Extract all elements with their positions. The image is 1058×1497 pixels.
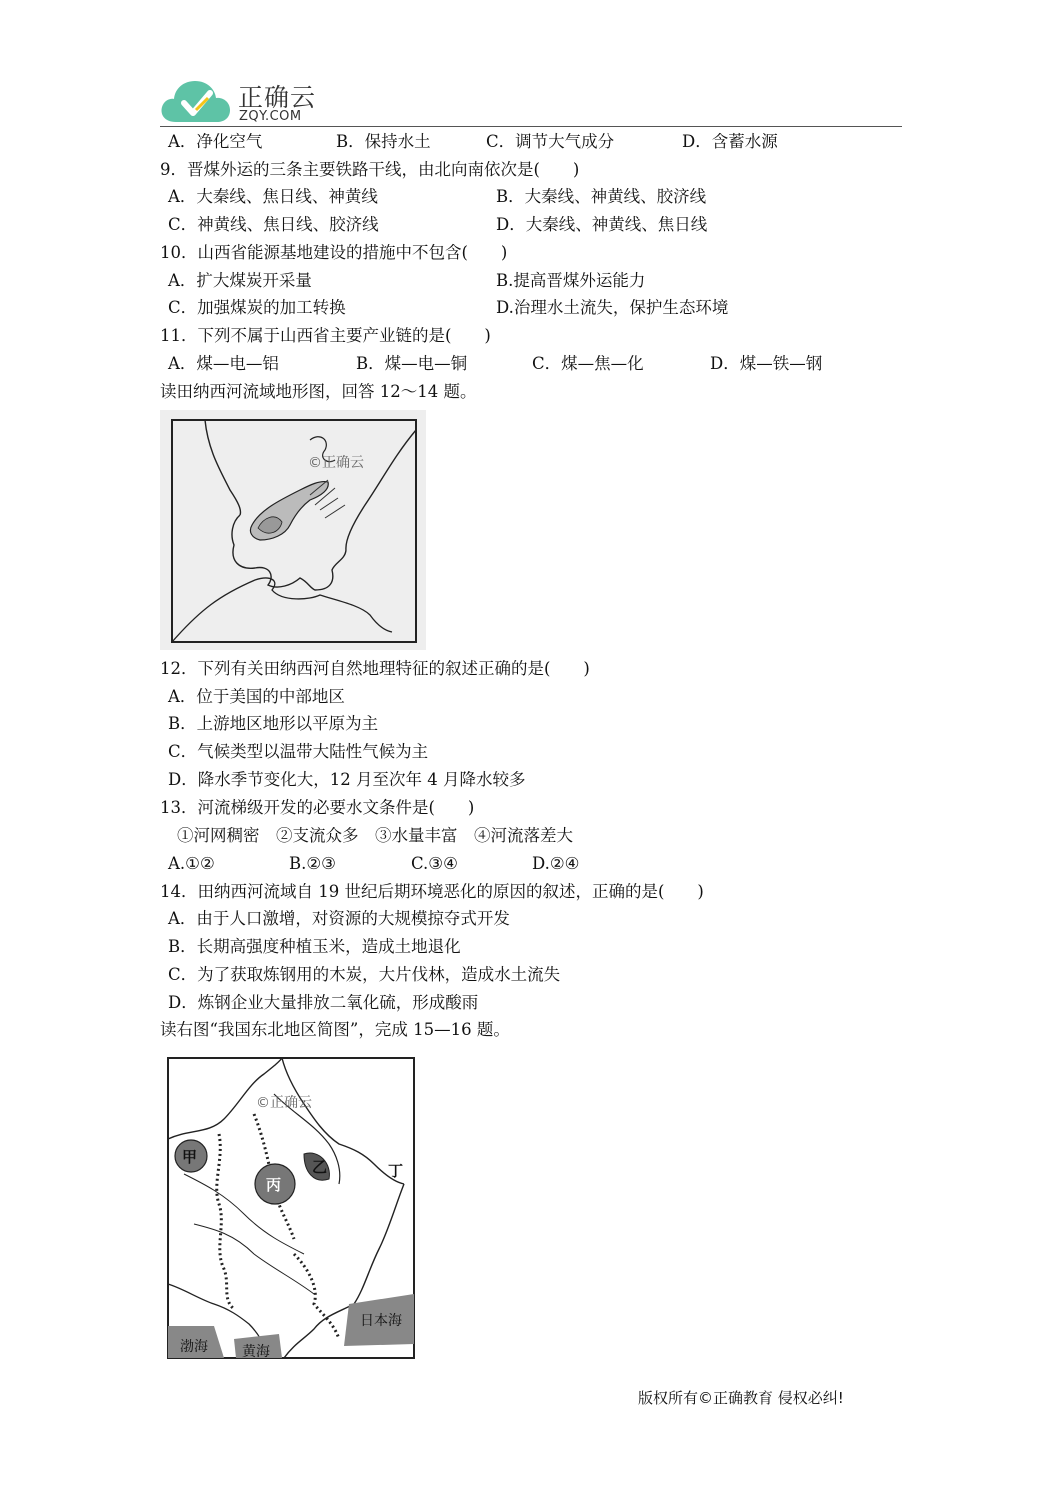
q14-option-a: A．由于人口激增，对资源的大规模掠夺式开发	[168, 909, 510, 928]
map2-label-bing: 丙	[266, 1176, 282, 1194]
q12-option-d: D．降水季节变化大，12 月至次年 4 月降水较多	[168, 770, 526, 789]
q9-option-c: C．神黄线、焦日线、胶济线	[168, 215, 379, 234]
tennessee-basin-map	[160, 410, 426, 650]
cloud-check-icon	[160, 76, 232, 126]
map1-watermark: ©正确云	[308, 455, 364, 471]
q11-option-c: C．煤—焦—化	[532, 354, 644, 373]
q10-option-c: C．加强煤炭的加工转换	[168, 298, 346, 317]
q9-option-b: B．大秦线、神黄线、胶济线	[496, 187, 707, 206]
q12-option-a: A．位于美国的中部地区	[168, 687, 345, 706]
map2-label-ding: 丁	[388, 1162, 404, 1180]
q12-option-b: B．上游地区地形以平原为主	[168, 714, 379, 733]
q11-option-a: A．煤—电—铝	[168, 354, 279, 373]
q13-items: ①河网稠密 ②支流众多 ③水量丰富 ④河流落差大	[177, 826, 573, 845]
map2-label-japan-sea: 日本海	[360, 1313, 402, 1329]
q11-stem: 11．下列不属于山西省主要产业链的是( )	[160, 326, 491, 345]
brand-logo	[160, 76, 320, 128]
northeast-china-map	[164, 1054, 418, 1362]
header-divider	[160, 126, 902, 127]
q8-option-d: D．含蓄水源	[682, 132, 778, 151]
brand-domain: ZQY.COM	[239, 109, 302, 124]
q12-stem: 12．下列有关田纳西河自然地理特征的叙述正确的是( )	[160, 659, 590, 678]
q10-option-a: A．扩大煤炭开采量	[168, 271, 312, 290]
map2-label-yi: 乙	[312, 1158, 328, 1176]
brand-name: 正确云	[238, 83, 317, 112]
q11-option-d: D．煤—铁—钢	[710, 354, 823, 373]
q14-option-b: B．长期高强度种植玉米，造成土地退化	[168, 937, 461, 956]
map2-label-jia: 甲	[182, 1148, 198, 1166]
q13-option-c: C.③④	[411, 854, 458, 873]
q9-option-d: D．大秦线、神黄线、焦日线	[496, 215, 708, 234]
q8-option-b: B．保持水土	[336, 132, 431, 151]
q13-stem: 13．河流梯级开发的必要水文条件是( )	[160, 798, 475, 817]
q10-option-d: D.治理水土流失，保护生态环境	[496, 298, 729, 317]
q9-option-a: A．大秦线、焦日线、神黄线	[168, 187, 378, 206]
q8-option-c: C．调节大气成分	[486, 132, 615, 151]
q11-option-b: B．煤—电—铜	[356, 354, 468, 373]
map2-watermark: ©正确云	[256, 1095, 312, 1111]
q13-option-d: D.②④	[532, 854, 580, 873]
footer-copyright: 版权所有©正确教育 侵权必纠!	[638, 1389, 844, 1407]
q13-option-a: A.①②	[168, 854, 215, 873]
q13-option-b: B.②③	[289, 854, 336, 873]
intro-12-14: 读田纳西河流域地形图，回答 12～14 题。	[160, 382, 477, 401]
map2-label-bohai: 渤海	[180, 1339, 208, 1355]
q12-option-c: C．气候类型以温带大陆性气候为主	[168, 742, 429, 761]
q8-option-a: A．净化空气	[168, 132, 263, 151]
tennessee-basin-map-drawing	[160, 410, 426, 650]
q14-stem: 14．田纳西河流域自 19 世纪后期环境恶化的原因的叙述，正确的是( )	[160, 882, 704, 901]
q10-stem: 10．山西省能源基地建设的措施中不包含( )	[160, 243, 508, 262]
intro-15-16: 读右图“我国东北地区简图”，完成 15—16 题。	[160, 1020, 510, 1039]
q14-option-c: C．为了获取炼钢用的木炭，大片伐林，造成水土流失	[168, 965, 561, 984]
q9-stem: 9．晋煤外运的三条主要铁路干线，由北向南依次是( )	[160, 160, 580, 179]
map2-label-huanghai: 黄海	[242, 1344, 270, 1360]
q14-option-d: D．炼钢企业大量排放二氧化硫，形成酸雨	[168, 993, 479, 1012]
q10-option-b: B.提高晋煤外运能力	[496, 271, 646, 290]
